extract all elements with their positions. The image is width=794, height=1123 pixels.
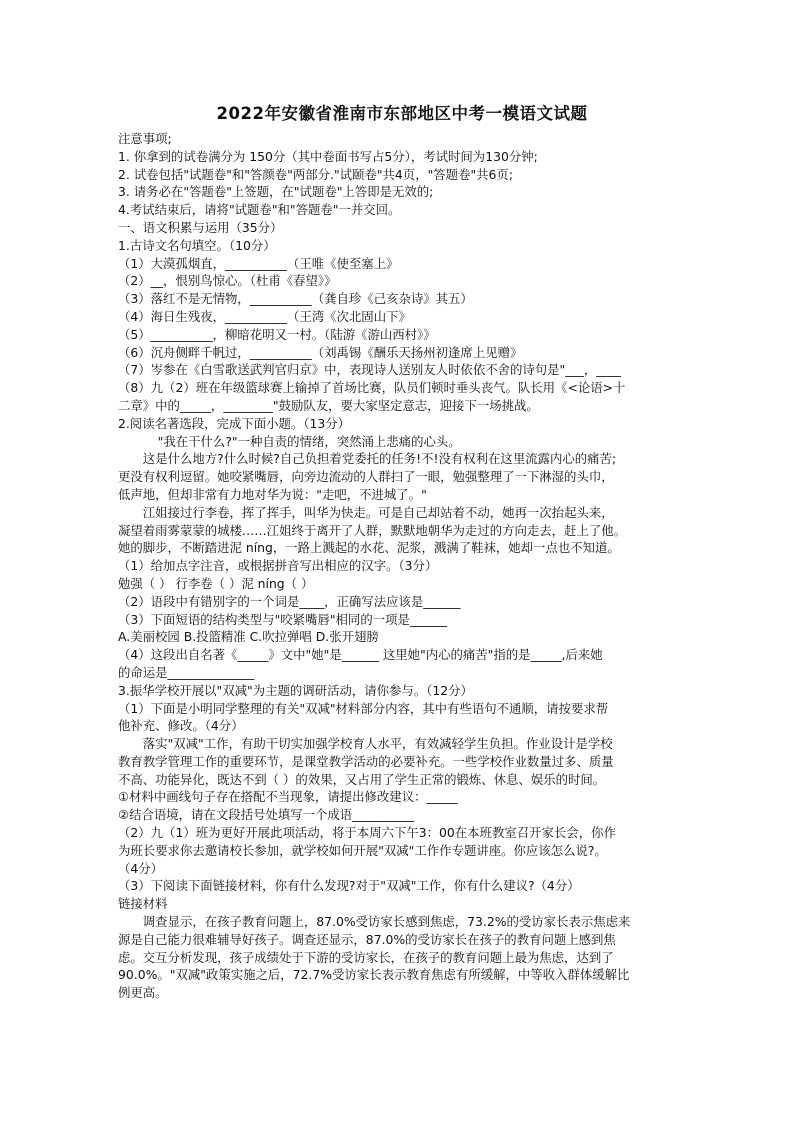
question-item: （8）九（2）班在年级篮球赛上输掉了首场比赛，队员们顿时垂头丧气。队长用《<论语>十 [118, 380, 626, 396]
material-line: 不高、功能异化，既达不到（ ）的效果，又占用了学生正常的锻炼、休息、娱乐的时间。 [118, 771, 606, 787]
passage-line: 她的脚步，不断踏进泥 níng，一路上溅起的水花、泥浆，溅满了鞋袜，她却一点也不知道。 [118, 540, 620, 556]
passage-line: 低声地，但却非常有力地对华为说："走吧，不进城了。" [118, 486, 427, 502]
question-item: （6）沉舟侧畔千帆过，__________（刘禹锡《酬乐天扬州初逢席上见赠》 [118, 344, 523, 360]
question-item: 二章》中的_____，________"鼓励队友，要大家坚定意志，迎接下一场挑战。 [118, 397, 539, 413]
notice-item: 3. 请务必在"答题卷"上签题，在"试题卷"上答即是无效的; [118, 184, 434, 200]
question-item: （3）落红不是无情物，__________（龚自珍《己亥杂诗》其五） [118, 291, 473, 307]
material-line: 90.0%。"双减"政策实施之后，72.7%受访家长表示教育焦虑有所缓解，中等收入群体缓解比 [118, 967, 630, 983]
question-item: （4分） [118, 860, 164, 876]
passage-line: 凝望着雨雾蒙蒙的城楼……江姐终于离开了人群，默默地朝华为走过的方向走去，赶上了他。 [118, 522, 627, 538]
passage-line: 更没有权利逗留。她咬紧嘴唇，向旁边流动的人群扫了一眼，勉强整理了一下淋湿的头巾， [118, 469, 614, 485]
question-item: 他补充、修改。（4分） [118, 718, 244, 734]
question-heading: 1.古诗文名句填空。（10分） [118, 237, 276, 253]
notice-heading: 注意事项; [118, 131, 172, 146]
material-line: 调查显示，在孩子教育问题上，87.0%受访家长感到焦虑，73.2%的受访家长表示焦虑来 [142, 914, 631, 930]
question-item: ②结合语境，请在文段括号处填写一个成语__________ [118, 807, 415, 823]
question-item: （2）__，恨别鸟惊心。（杜甫《春望》》 [118, 273, 337, 289]
question-heading: 2.阅读名著选段，完成下面小题。（13分） [118, 415, 351, 431]
question-item: （3）下阅读下面链接材料，你有什么发现?对于"双减"工作，你有什么建议?（4分） [118, 878, 580, 894]
material-line: 源是自己能力很难辅导好孩子。调查还显示，87.0%的受访家长在孩子的教育问题上感到焦 [118, 931, 616, 947]
passage-line: 这是什么地方?什么时候?自己负担着党委托的任务!不!没有权利在这里流露内心的痛苦; [142, 451, 617, 467]
question-item: 勉强（ ） 行李卷（ ）泥 níng（ ） [118, 575, 314, 591]
question-options: A.美丽校园 B.投篮精准 C.吹拉弹唱 D.张开翅膀 [118, 629, 379, 645]
question-item: （1）大漠孤烟直，__________（王唯《使至塞上》 [118, 255, 399, 271]
notice-item: 4.考试结束后，请将"试题卷"和"答题卷"一并交回。 [118, 202, 401, 218]
material-heading: 链接材料 [118, 896, 168, 912]
material-line: 虑。交互分析发现，孩子成绩处于下游的受访家长，在孩子的教育问题上最为焦虑，达到了 [118, 949, 614, 965]
question-item: （2）语段中有错别字的一个词是____，正确写法应该是______ [118, 593, 461, 609]
question-item: ①材料中画线句子存在搭配不当现象，请提出修改建议：_____ [118, 789, 458, 805]
material-line: 落实"双减"工作，有助干切实加强学校育人水平，有效减轻学生负担。作业设计是学校 [142, 736, 613, 752]
question-item: （3）下面短语的结构类型与"咬紧嘴唇"相同的一项是______ [118, 611, 448, 627]
question-item: 为班长要求你去邀请校长参加，就学校如何开展"双减"工作作专题讲座。你应该怎么说?。 [118, 842, 607, 858]
question-item: （1）给加点字注音，或根据拼音写出相应的汉字。（3分） [118, 558, 438, 574]
notice-item: 2. 试卷包括"试题卷"和"答颜卷"两部分."试颐卷"共4页，"答题卷"共6页; [118, 166, 513, 182]
question-item: （5）__________，柳暗花明又一村。（陆游《游山西村》》 [118, 326, 436, 342]
passage-line: 江姐接过行李卷，挥了挥手，叫华为快走。可是自己却站着不动，她再一次抬起头来， [142, 504, 614, 520]
question-item: （4）海日生残夜，__________（王湾《次北固山下》 [118, 308, 411, 324]
question-item: 的命运是______________ [118, 664, 255, 680]
passage-line: "我在干什么?"一种自责的情绪，突然涌上悲痛的心头。 [157, 433, 461, 449]
material-line: 教育教学管理工作的重要环节，是课堂教学活动的必要补充。一些学校作业数量过多、质量 [118, 753, 614, 769]
section-heading: 一、语文积累与运用（35分） [118, 219, 283, 235]
question-item: （7）岑参在《白雪歌送武判官归京》中，表现诗人送别友人时依依不舍的诗句是"___，____ [118, 362, 622, 378]
question-item: （4）这段出自名著《_____》文中"她"是______ 这里她"内心的痛苦"指的是_____,后来她 [118, 647, 603, 663]
exam-page [118, 100, 686, 1002]
question-item: （2）九（1）班为更好开展此项活动，将于本周六下午3：00在本班教室召开家长会，你作 [118, 825, 616, 841]
exam-title: 2022年安徽省淮南市东部地区中考一模语文试题 [216, 104, 588, 123]
notice-item: 1. 你拿到的试卷满分为 150分（其中卷面书写占5分），考试时间为130分钟; [118, 148, 538, 164]
question-item: （1）下面是小明同学整理的有关"双减"材料部分内容，其中有些语句不通顺，请按要求帮 [118, 700, 609, 716]
question-heading: 3.振华学校开展以"双减"为主题的调研活动，请你参与。（12分） [118, 682, 473, 698]
material-line: 例更高。 [118, 985, 168, 1001]
